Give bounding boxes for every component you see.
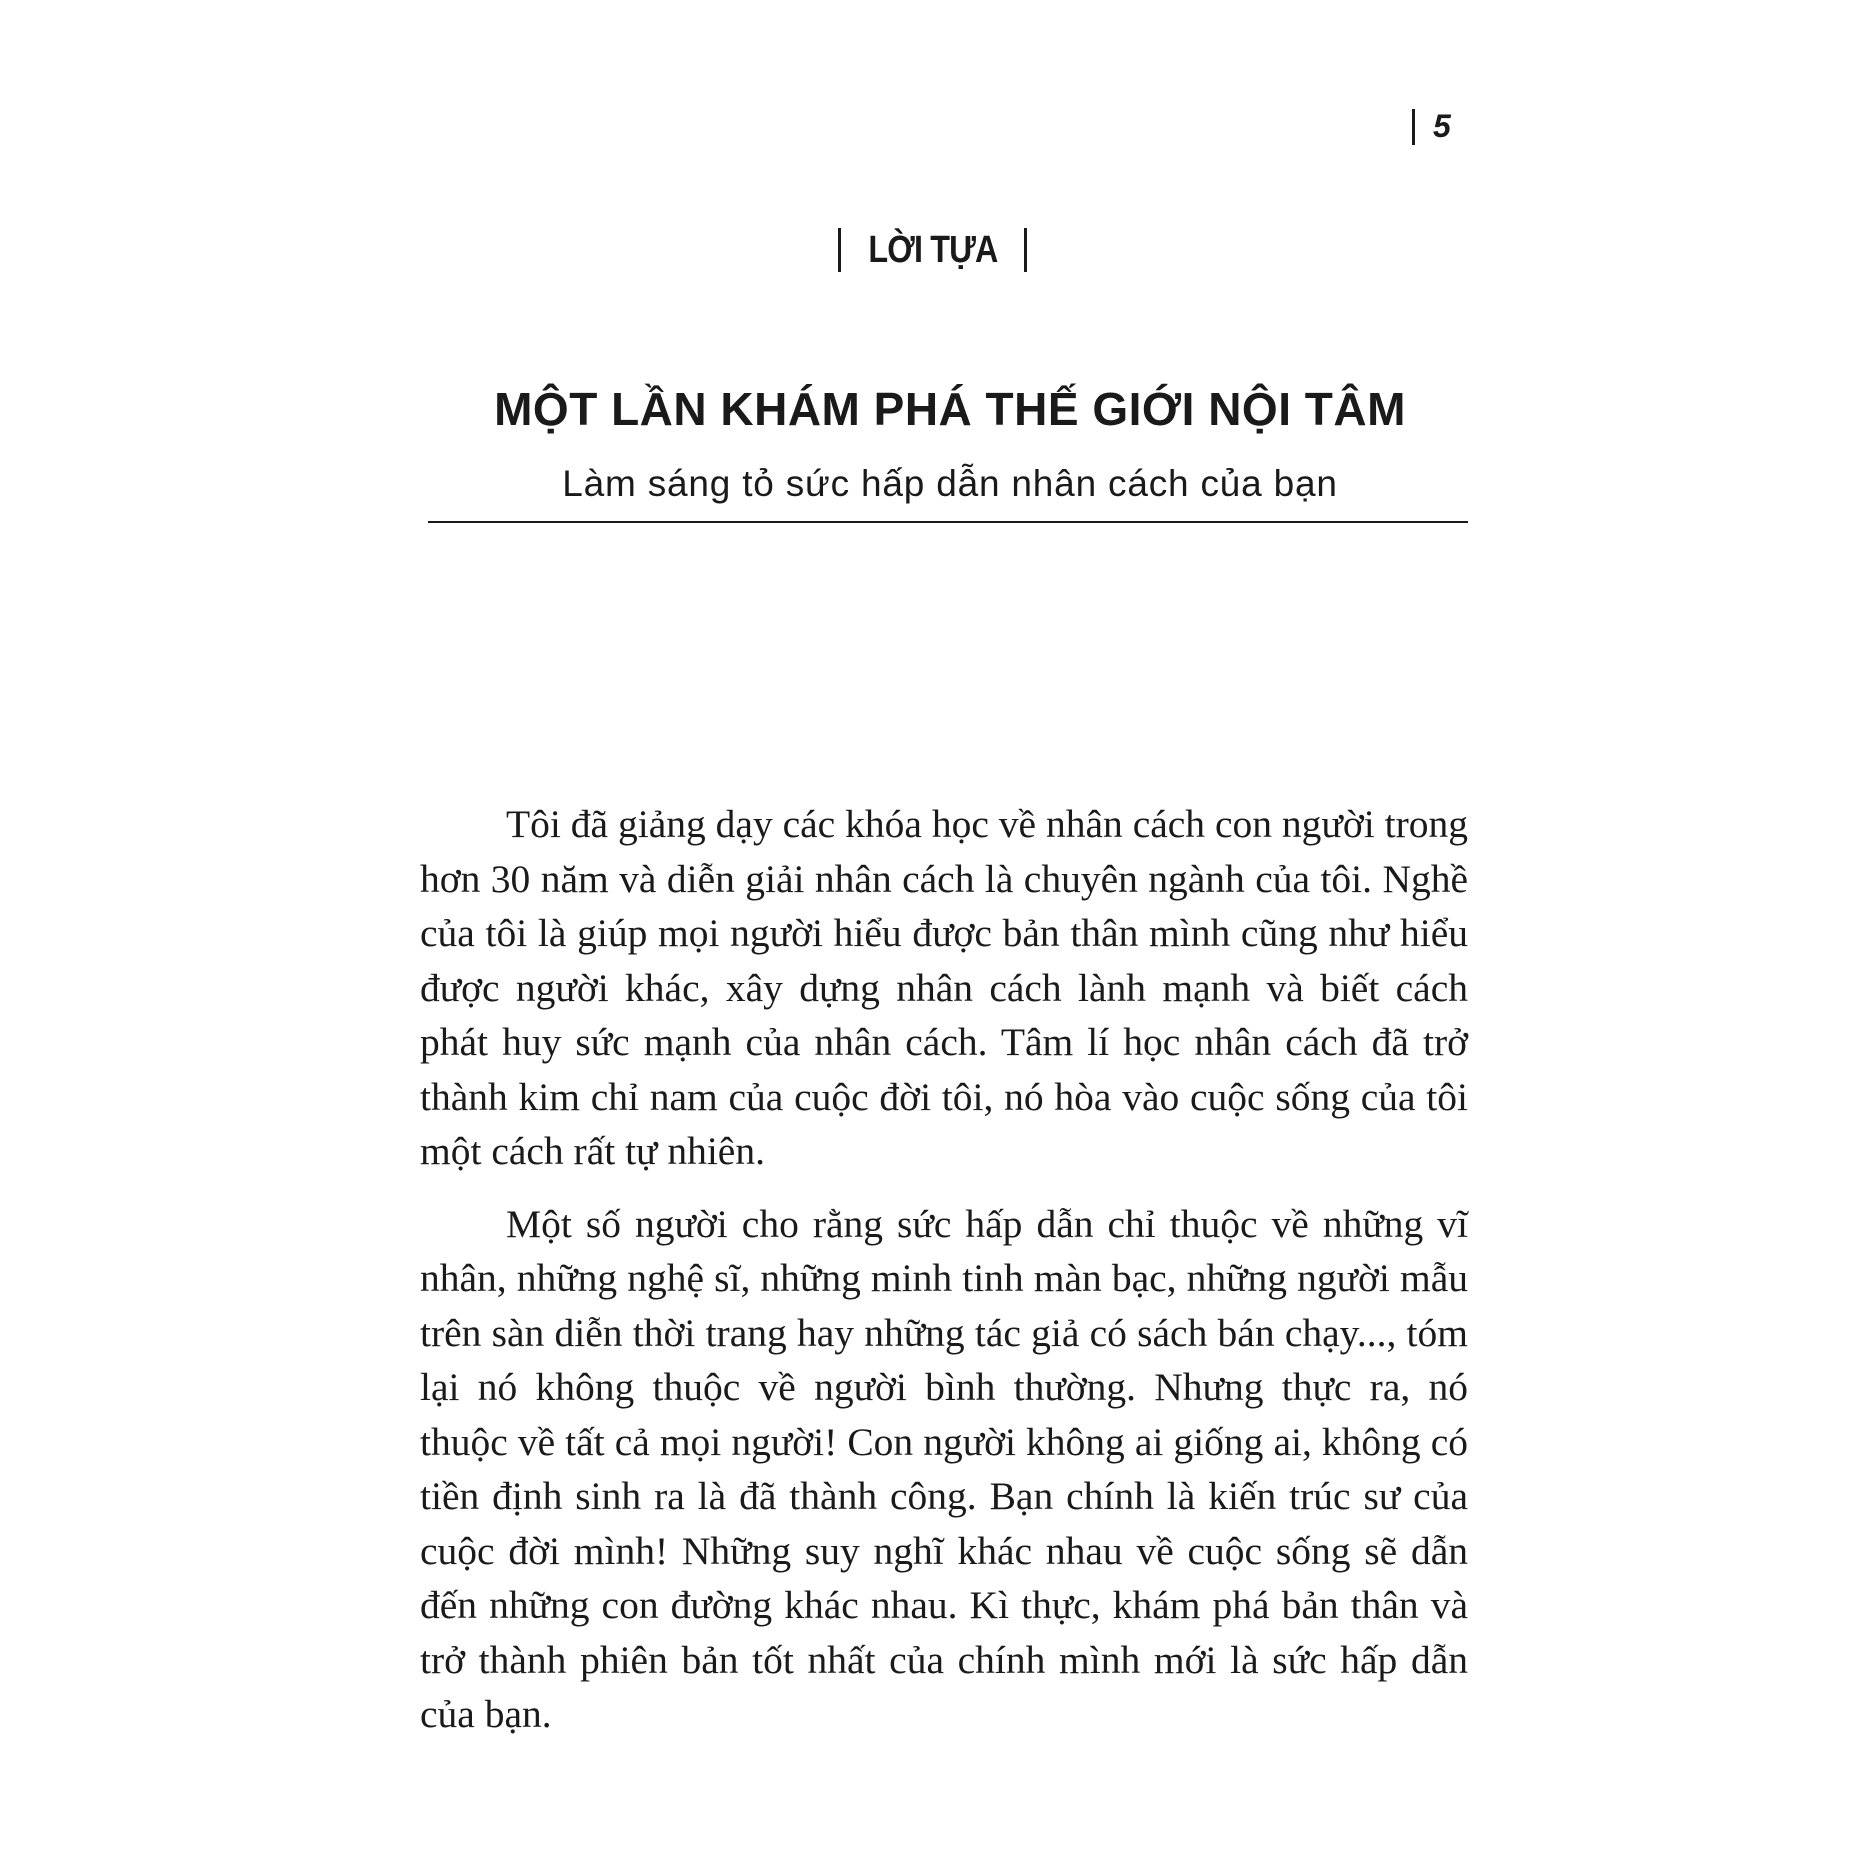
section-label-text: LỜI TỰA <box>867 228 998 271</box>
section-label-right-bar <box>1024 228 1027 272</box>
body-text <box>420 797 1468 1742</box>
chapter-title: MỘT LẦN KHÁM PHÁ THẾ GIỚI NỘI TÂM <box>494 383 1406 435</box>
paragraph: Một số người cho rằng sức hấp dẫn chỉ thuộc về những vĩ nhân, những nghệ sĩ, những minh tinh màn bạc, những người mẫu trên sàn diễn thời trang hay những tác giả có sách bán chạy..., tóm lại nó không thuộc về người bình thường. Nhưng thực ra, nó thuộc về tất cả mọi người! Con người không ai giống ai, không có tiền định sinh ra là đã thành công. Bạn chính là kiến trúc sư của cuộc đời mình! Những suy nghĩ khác nhau về cuộc sống sẽ dẫn đến những con đường khác nhau. Kì thực, khám phá bản thân và trở thành phiên bản tốt nhất của chính mình mới là sức hấp dẫn của bạn. <box>420 1201 1468 1736</box>
section-label-left-bar <box>838 228 841 272</box>
paragraph: Tôi đã giảng dạy các khóa học về nhân cách con người trong hơn 30 năm và diễn giải nhân cách là chuyên ngành của tôi. Nghề của tôi là giúp mọi người hiểu được bản thân mình cũng như hiểu được người khác, xây dựng nhân cách lành mạnh và biết cách phát huy sức mạnh của nhân cách. Tâm lí học nhân cách đã trở thành kim chỉ nam của cuộc đời tôi, nó hòa vào cuộc sống của tôi một cách rất tự nhiên. <box>420 802 1468 1173</box>
page-number-divider <box>1412 109 1415 145</box>
page-number <box>1412 108 1451 145</box>
section-label <box>0 228 1875 282</box>
page-number-value: 5 <box>1433 108 1451 144</box>
title-underline <box>428 521 1468 523</box>
chapter-subtitle: Làm sáng tỏ sức hấp dẫn nhân cách của bạn <box>562 463 1338 504</box>
